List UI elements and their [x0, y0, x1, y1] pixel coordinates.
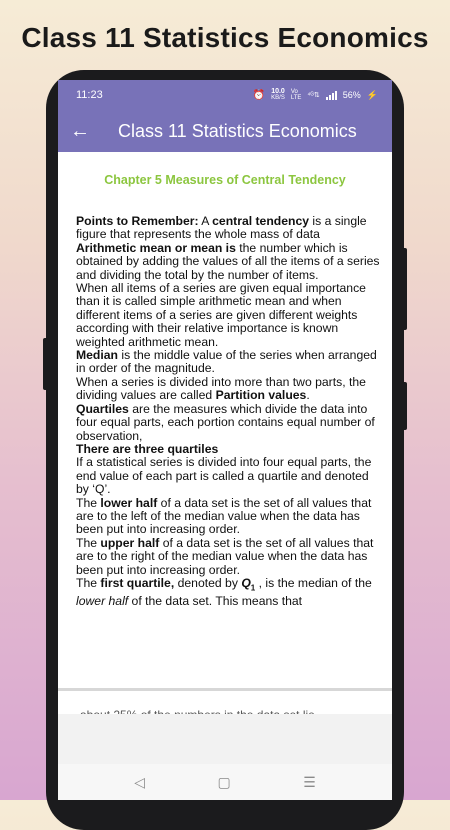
bold-text: There are three quartiles — [76, 441, 219, 456]
text: The — [76, 575, 101, 590]
paragraph: If a statistical series is divided into four equal parts, the end value of each part is called a quartile and denoted by ‘Q’. — [76, 455, 372, 497]
bold-text: is — [222, 240, 236, 255]
text: is a single figure that represents the whole mass of data — [76, 214, 367, 242]
signal-icon — [326, 91, 337, 100]
back-arrow-icon[interactable]: ← — [70, 120, 90, 142]
text: of the data set. This means that — [128, 593, 303, 608]
battery-level: 56% — [342, 90, 361, 100]
app-bar — [58, 110, 392, 152]
phone-power-button — [402, 382, 407, 430]
network-speed-unit: KB/S — [271, 95, 285, 101]
text: A — [198, 214, 213, 228]
text: The — [76, 535, 101, 550]
text: are the measures which divide the data into four equal parts, each portion contains equal number of observation, — [76, 401, 375, 443]
math-subscript: 1 — [250, 583, 256, 593]
network-speed — [271, 88, 285, 102]
phone-side-button — [43, 338, 48, 390]
status-bar — [58, 80, 392, 110]
status-time: 11:23 — [76, 89, 103, 101]
phone-screen — [58, 80, 392, 800]
text: , is the median of the — [255, 575, 372, 590]
paragraph — [76, 403, 380, 443]
bold-text: lower half — [100, 495, 158, 510]
bold-text: Partition values — [215, 388, 307, 403]
next-page-preview — [58, 691, 392, 713]
app-bar-title: Class 11 Statistics Economics — [118, 120, 357, 141]
back-triangle-icon[interactable]: ◁ — [134, 773, 146, 790]
document-page[interactable] — [58, 173, 392, 777]
paragraph — [76, 215, 380, 242]
bold-text: Median — [76, 348, 118, 363]
recents-menu-icon[interactable]: ☰ — [303, 773, 316, 790]
paragraph — [76, 537, 380, 577]
page-background — [58, 714, 392, 764]
system-nav-bar — [58, 764, 392, 800]
alarm-icon: ⏰ — [252, 89, 266, 101]
home-square-icon[interactable]: ▢ — [217, 773, 231, 790]
bold-text: first quartile, — [100, 575, 175, 590]
text: the number which is obtained by adding the values of all the items of a series and dividing the total by the number of items. — [76, 240, 380, 282]
status-icons — [253, 88, 378, 102]
bold-text: Points to Remember: — [76, 214, 199, 228]
charging-icon: ⚡ — [366, 89, 378, 100]
paragraph — [76, 497, 380, 537]
bold-text: Quartiles — [76, 401, 129, 416]
text: is the middle value of the series when arranged in order of the magnitude. — [76, 348, 377, 376]
paragraph: When all items of a series are given equal importance than it is called simple arithmetic mean and when different items of a series are given different weights according with their relative importance is known weighted arithmetic mean. — [76, 281, 366, 349]
bold-text: Arithmetic mean or mean — [76, 240, 223, 255]
paragraph — [76, 577, 380, 608]
mobile-data-icon: ⁴ᴳ⇅ — [307, 92, 320, 99]
promo-title: Class 11 Statistics Economics — [21, 22, 429, 53]
text: When a series is divided into more than two parts, the dividing values are called — [76, 374, 366, 403]
italic-text: lower half — [76, 593, 129, 608]
text: of a data set is the set of all values that are to the right of the median value when the data has been put into increasing order. — [76, 535, 374, 577]
volte-icon: Vo LTE — [290, 89, 302, 101]
text: . — [306, 388, 310, 403]
text: of a data set is the set of all values that are to the left of the median value when the data has been put into increasing order. — [76, 495, 372, 537]
document-text — [76, 215, 380, 608]
paragraph — [76, 242, 380, 282]
chapter-title: Chapter 5 Measures of Central Tendency — [104, 173, 346, 187]
bold-text: upper half — [100, 535, 160, 550]
paragraph — [76, 376, 380, 403]
phone-volume-button — [402, 248, 407, 330]
paragraph — [76, 349, 380, 376]
text: The — [76, 495, 101, 510]
text: denoted by — [174, 575, 242, 590]
bold-text: central tendency — [212, 214, 309, 228]
math-symbol: Q — [241, 575, 251, 590]
paragraph — [76, 443, 380, 456]
network-speed-value: 10.0 — [271, 88, 285, 95]
